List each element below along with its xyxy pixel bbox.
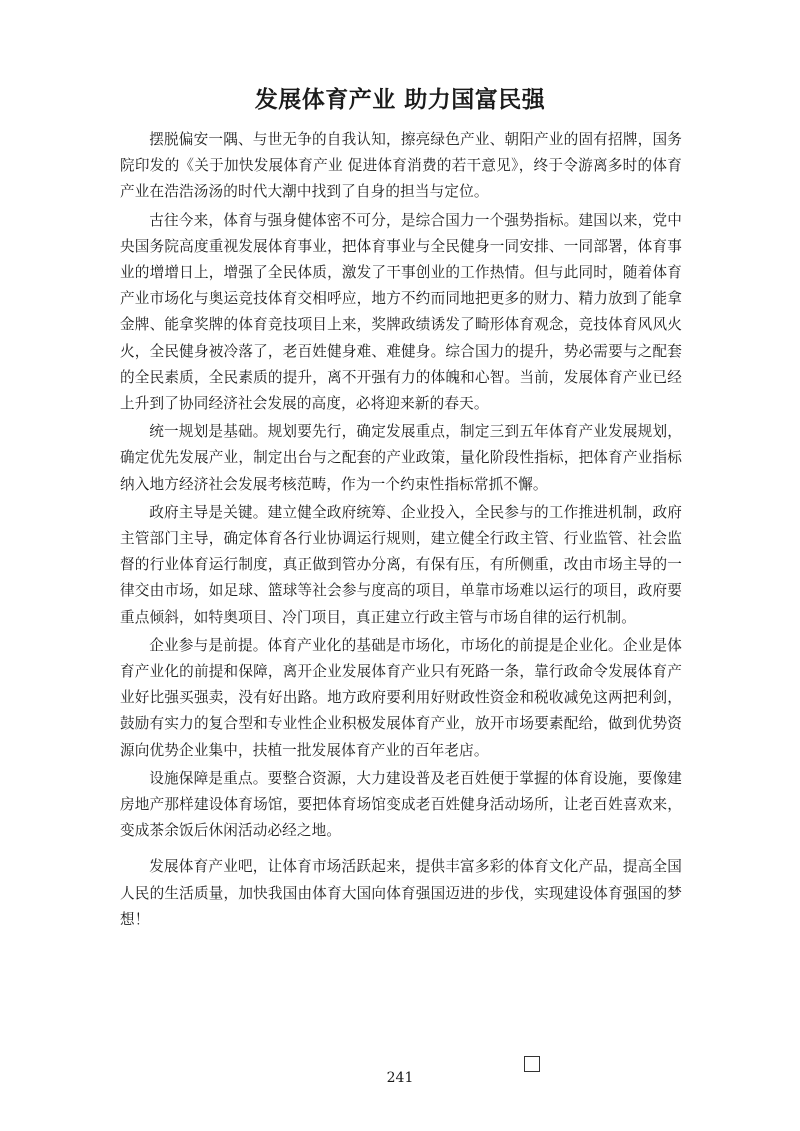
- paragraph-enterprise: 企业参与是前提。体育产业化的基础是市场化，市场化的前提是企业化。企业是体育产业化的前提和保障，离开企业发展体育产业只有死路一条，靠行政命令发展体育产业好比强买强卖，没有好出路。地方政府要利用好财政性资金和税收减免这两把利剑，鼓励有实力的复合型和专业性企业积极发展体育产业，放开市场要素配给，做到优势资源向优势企业集中，扶植一批发展体育产业的百年老店。: [120, 636, 682, 759]
- page-number: 241: [386, 1070, 414, 1086]
- paragraph-facilities: 设施保障是重点。要整合资源，大力建设普及老百姓便于掌握的体育设施，要像建房地产那样建设体育场馆，要把体育场馆变成老百姓健身活动场所，让老百姓喜欢来，变成茶余饭后休闲活动必经之地。: [120, 769, 682, 840]
- page-title: 发展体育产业 助力国富民强: [254, 87, 546, 113]
- paragraph-intro: 摆脱偏安一隅、与世无争的自我认知，擦亮绿色产业、朝阳产业的固有招牌，国务院印发的《关于加快发展体育产业 促进体育消费的若干意见》，终于令游离多时的体育产业在浩浩汤汤的时代大潮中找到了自身的担当与定位。: [120, 131, 682, 201]
- article-body: [120, 127, 682, 935]
- paragraph-conclusion: 发展体育产业吧，让体育市场活跃起来，提供丰富多彩的体育文化产品，提高全国人民的生活质量，加快我国由体育大国向体育强国迈进的步伐，实现建设体育强国的梦想！: [120, 858, 682, 928]
- paragraph-history: 古往今来，体育与强身健体密不可分，是综合国力一个强势指标。建国以来，党中央国务院高度重视发展体育事业，把体育事业与全民健身一同安排、一同部署，体育事业的增增日上，增强了全民体质，激发了干事创业的工作热情。但与此同时，随着体育产业市场化与奥运竞技体育交相呼应，地方不约而同地把更多的财力、精力放到了能拿金牌、能拿奖牌的体育竞技项目上来，奖牌政绩诱发了畸形体育观念，竞技体育风风火火，全民健身被冷落了，老百姓健身难、难健身。综合国力的提升，势必需要与之配套的全民素质，全民素质的提升，离不开强有力的体魄和心智。当前，发展体育产业已经上升到了协同经济社会发展的高度，必将迎来新的春天。: [120, 211, 682, 413]
- paragraph-government: 政府主导是关键。建立健全政府统筹、企业投入，全民参与的工作推进机制，政府主管部门主导，确定体育各行业协调运行规则，建立健全行政主管、行业监管、社会监督的行业体育运行制度，真正做到管办分离，有保有压，有所侧重，改由市场主导的一律交由市场，如足球、篮球等社会参与度高的项目，单靠市场难以运行的项目，政府要重点倾斜，如特奥项目、冷门项目，真正建立行政主管与市场自律的运行机制。: [120, 503, 682, 626]
- paragraph-planning: 统一规划是基础。规划要先行，确定发展重点，制定三到五年体育产业发展规划，确定优先发展产业，制定出台与之配套的产业政策，量化阶段性指标，把体育产业指标纳入地方经济社会发展考核范畴，作为一个约束性指标常抓不懈。: [120, 423, 682, 493]
